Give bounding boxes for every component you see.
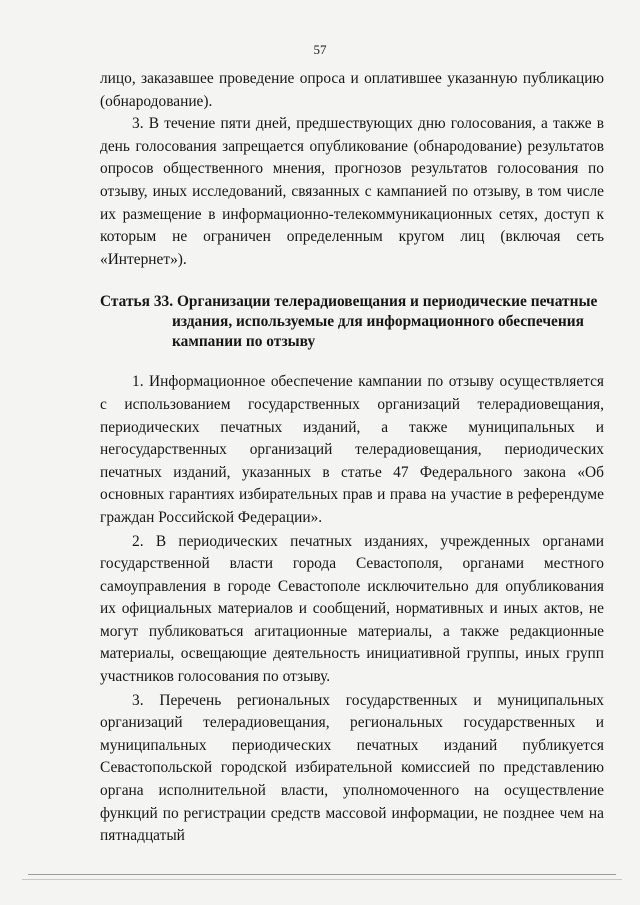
paragraph-2: 3. В течение пяти дней, предшествующих дню голосования, а также в день голосования запрещается опубликование (обнародование) результатов опросов общественного мнения, прогнозов результатов голосования по отзыву, иных исследований, связанных с кампанией по отзыву, в том числе их размещение в информационно-телекоммуникационных сетях, доступ к которым не ограничен определенным кругом лиц (включая сеть «Интернет»). (100, 115, 604, 268)
article-heading (100, 292, 604, 352)
paragraph-3: 1. Информационное обеспечение кампании по отзыву осуществляется с использованием государственных организаций телерадиовещания, периодических печатных изданий, а также муниципальных и негосударственных организаций телерадиовещания, периодических печатных изданий, указанных в статье 47 Федерального закона «Об основных гарантиях избирательных прав и права на участие в референдуме граждан Российской Федерации». (100, 373, 604, 526)
page-number: 57 (313, 42, 327, 57)
article-heading-line (100, 292, 604, 352)
scan-edge-line (28, 874, 616, 875)
article-title: Организации телерадиовещания и периодические печатные издания, используемые для информационного обеспечения кампании по отзыву (172, 293, 598, 351)
paragraph-1: лицо, заказавшее проведение опроса и оплатившее указанную публикацию (обнародование). (100, 70, 604, 110)
paragraph-4: 2. В периодических печатных изданиях, учрежденных органами государственной власти города Севастополя, органами местного самоуправления в городе Севастополе исключительно для опубликования их официальных материалов и сообщений, нормативных и иных актов, не могут публиковаться агитационные материалы, а также редакционные материалы, освещающие деятельность инициативной группы, иных групп участников голосования по отзыву. (100, 532, 604, 686)
document-body (100, 68, 604, 848)
scan-edge-line-lower (22, 879, 622, 880)
article-number: Статья 33. (100, 293, 174, 311)
paragraph-5: 3. Перечень региональных государственных и муниципальных организаций телерадиовещания, региональных государственных и муниципальных периодических печатных изданий публикуется Севастопольской городской избирательной комиссией по представлению органа исполнительной власти, уполномоченного на осуществление функций по регистрации средств массовой информации, не позднее чем на пятнадцатый (100, 691, 604, 845)
